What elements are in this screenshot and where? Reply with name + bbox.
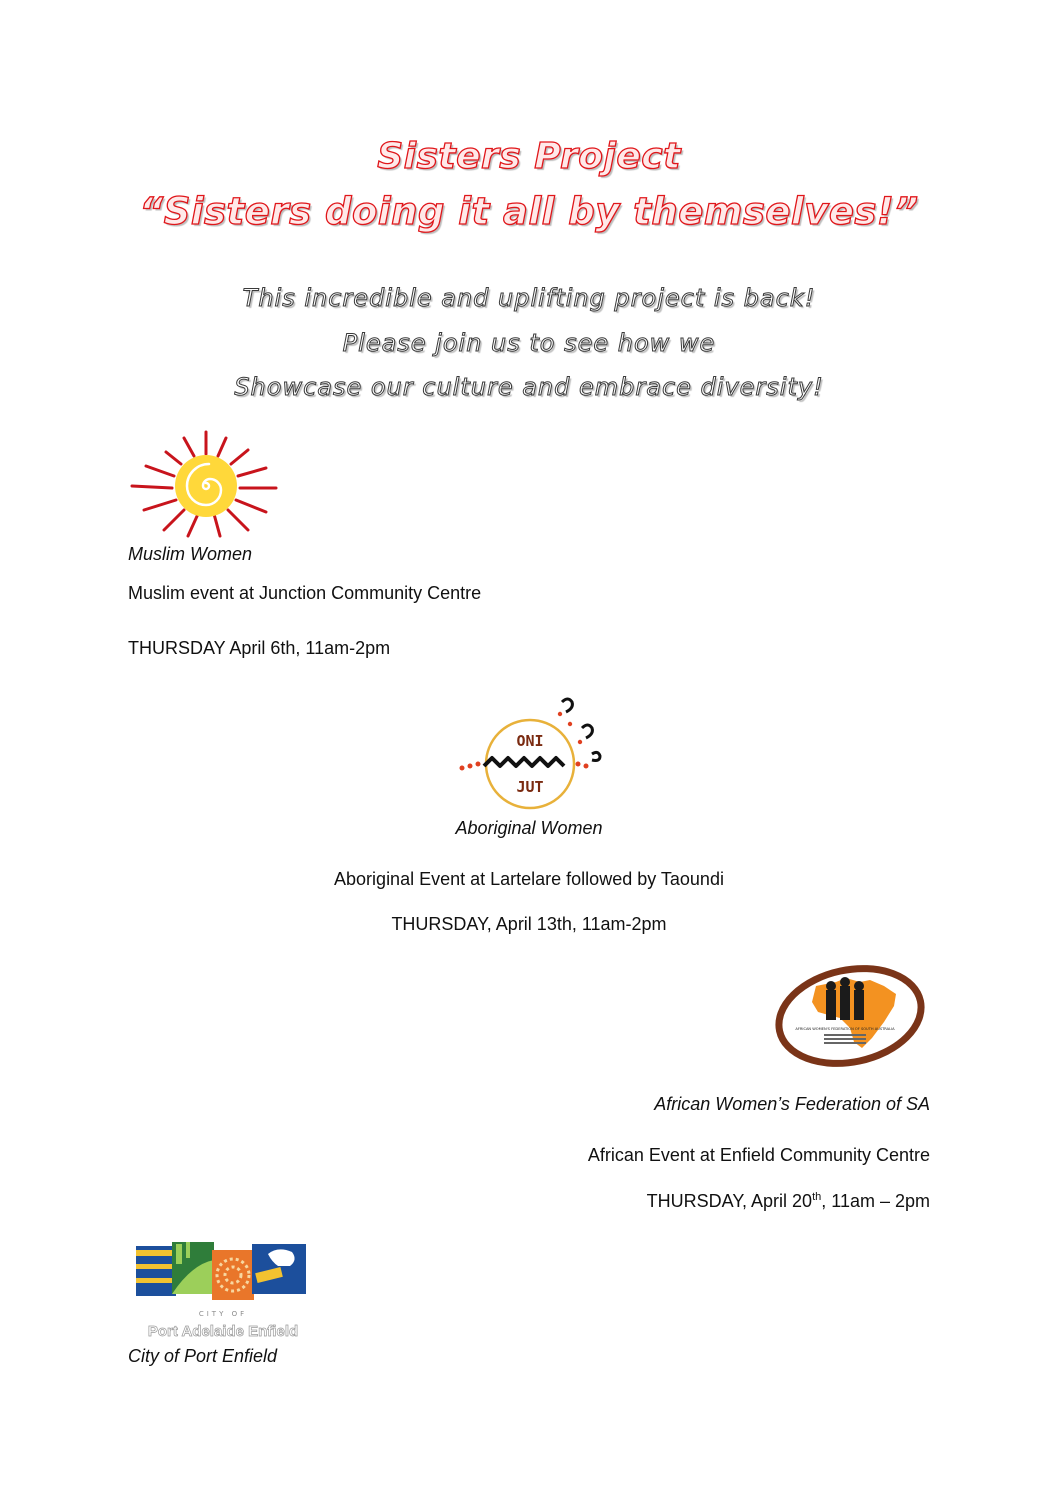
intro-line-3: Showcase our culture and embrace diversity! bbox=[234, 373, 824, 401]
city-of-port-adelaide-enfield-logo bbox=[132, 1240, 314, 1344]
african-group-label: African Women’s Federation of SA bbox=[654, 1094, 930, 1114]
aboriginal-women-logo bbox=[448, 688, 613, 813]
african-event-description: African Event at Enfield Community Centre bbox=[587, 1145, 930, 1165]
page-title: Sisters Project bbox=[377, 136, 681, 177]
council-logo-name: Port Adelaide Enfield bbox=[147, 1323, 299, 1340]
aboriginal-group-label: Aboriginal Women bbox=[455, 818, 603, 838]
african-logo-text: AFRICAN WOMEN'S FEDERATION OF SOUTH AUSTRALIA bbox=[795, 1027, 895, 1031]
aboriginal-event-date: THURSDAY, April 13th, 11am-2pm bbox=[391, 914, 667, 934]
muslim-event-description: Muslim event at Junction Community Centre bbox=[128, 583, 482, 603]
aboriginal-event-description: Aboriginal Event at Lartelare followed by Taoundi bbox=[334, 869, 724, 889]
council-logo-small-text: CITY OF bbox=[198, 1310, 248, 1318]
muslim-women-sun-logo bbox=[126, 430, 286, 540]
african-event-date bbox=[647, 1191, 930, 1212]
page-subtitle: “Sisters doing it all by themselves!” bbox=[139, 190, 919, 233]
intro-line-1: This incredible and uplifting project is back! bbox=[242, 284, 816, 312]
intro-line-2: Please join us to see how we bbox=[342, 329, 716, 357]
african-event-date-prefix: THURSDAY, April 20 bbox=[646, 1191, 813, 1211]
african-event-date-suffix: , 11am – 2pm bbox=[821, 1191, 930, 1211]
african-event-date-ordinal: th bbox=[812, 1191, 822, 1203]
council-caption: City of Port Enfield bbox=[128, 1346, 278, 1366]
muslim-event-date: THURSDAY April 6th, 11am-2pm bbox=[128, 638, 391, 658]
muslim-group-label: Muslim Women bbox=[128, 544, 253, 564]
african-womens-federation-logo bbox=[772, 960, 927, 1068]
aboriginal-logo-top-text: ONI bbox=[516, 732, 544, 750]
aboriginal-logo-bottom-text: JUT bbox=[516, 778, 544, 796]
